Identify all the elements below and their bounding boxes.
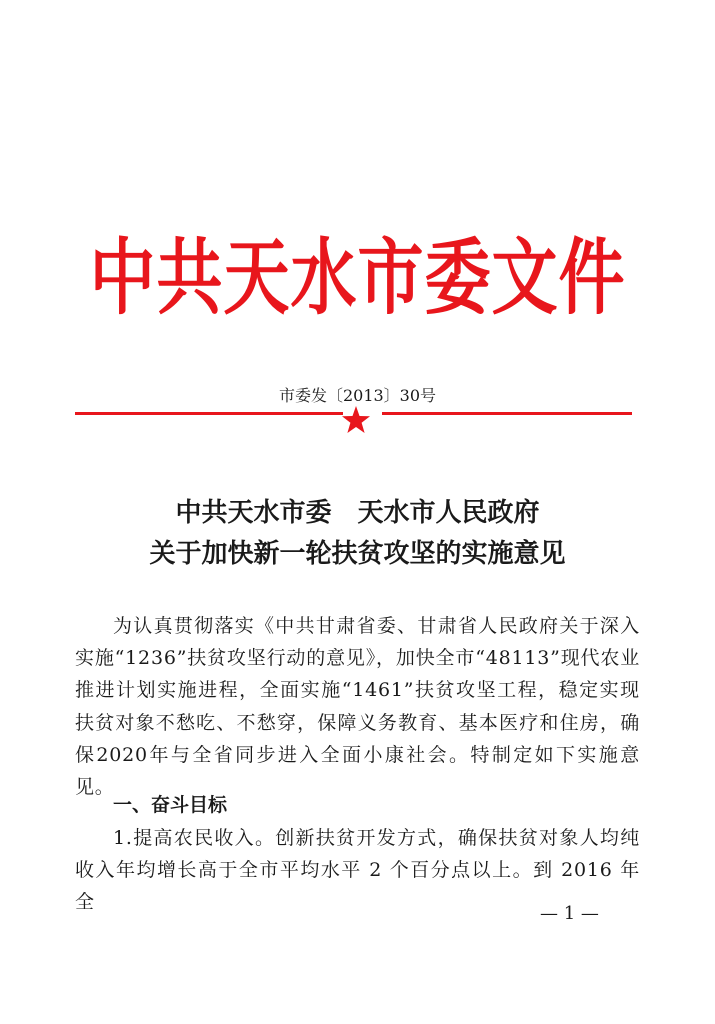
- document-masthead: 中共天水市委文件: [89, 229, 626, 326]
- intro-paragraph: 为认真贯彻落实《中共甘肃省委、甘肃省人民政府关于深入实施“1236”扶贫攻坚行动的意见》，加快全市“48113”现代农业推进计划实施进程，全面实施“1461”扶贫攻坚工程，稳定实现扶贫对象不愁吃、不愁穿，保障义务教育、基本医疗和住房，确保2020年与全省同步进入全面小康社会。特制定如下实施意见。: [75, 615, 640, 799]
- title-issuer-party: 中共天水市委: [175, 498, 332, 528]
- document-title-line-1: [0, 496, 715, 530]
- title-issuer-government: 天水市人民政府: [357, 498, 540, 528]
- star-shape: [342, 406, 370, 433]
- item-1-paragraph: 1.提高农民收入。创新扶贫开发方式，确保扶贫对象人均纯收入年均增长高于全市平均水平 2 个百分点以上。到 2016 年全: [75, 827, 640, 914]
- star-icon: [341, 405, 371, 435]
- red-rule-right: [382, 412, 632, 415]
- document-number: 市委发〔2013〕30号: [278, 386, 437, 405]
- document-title-line-2: 关于加快新一轮扶贫攻坚的实施意见: [149, 539, 566, 569]
- section-heading: 一、奋斗目标: [113, 794, 228, 816]
- red-rule-left: [75, 412, 343, 415]
- page-number: — 1 —: [540, 903, 599, 924]
